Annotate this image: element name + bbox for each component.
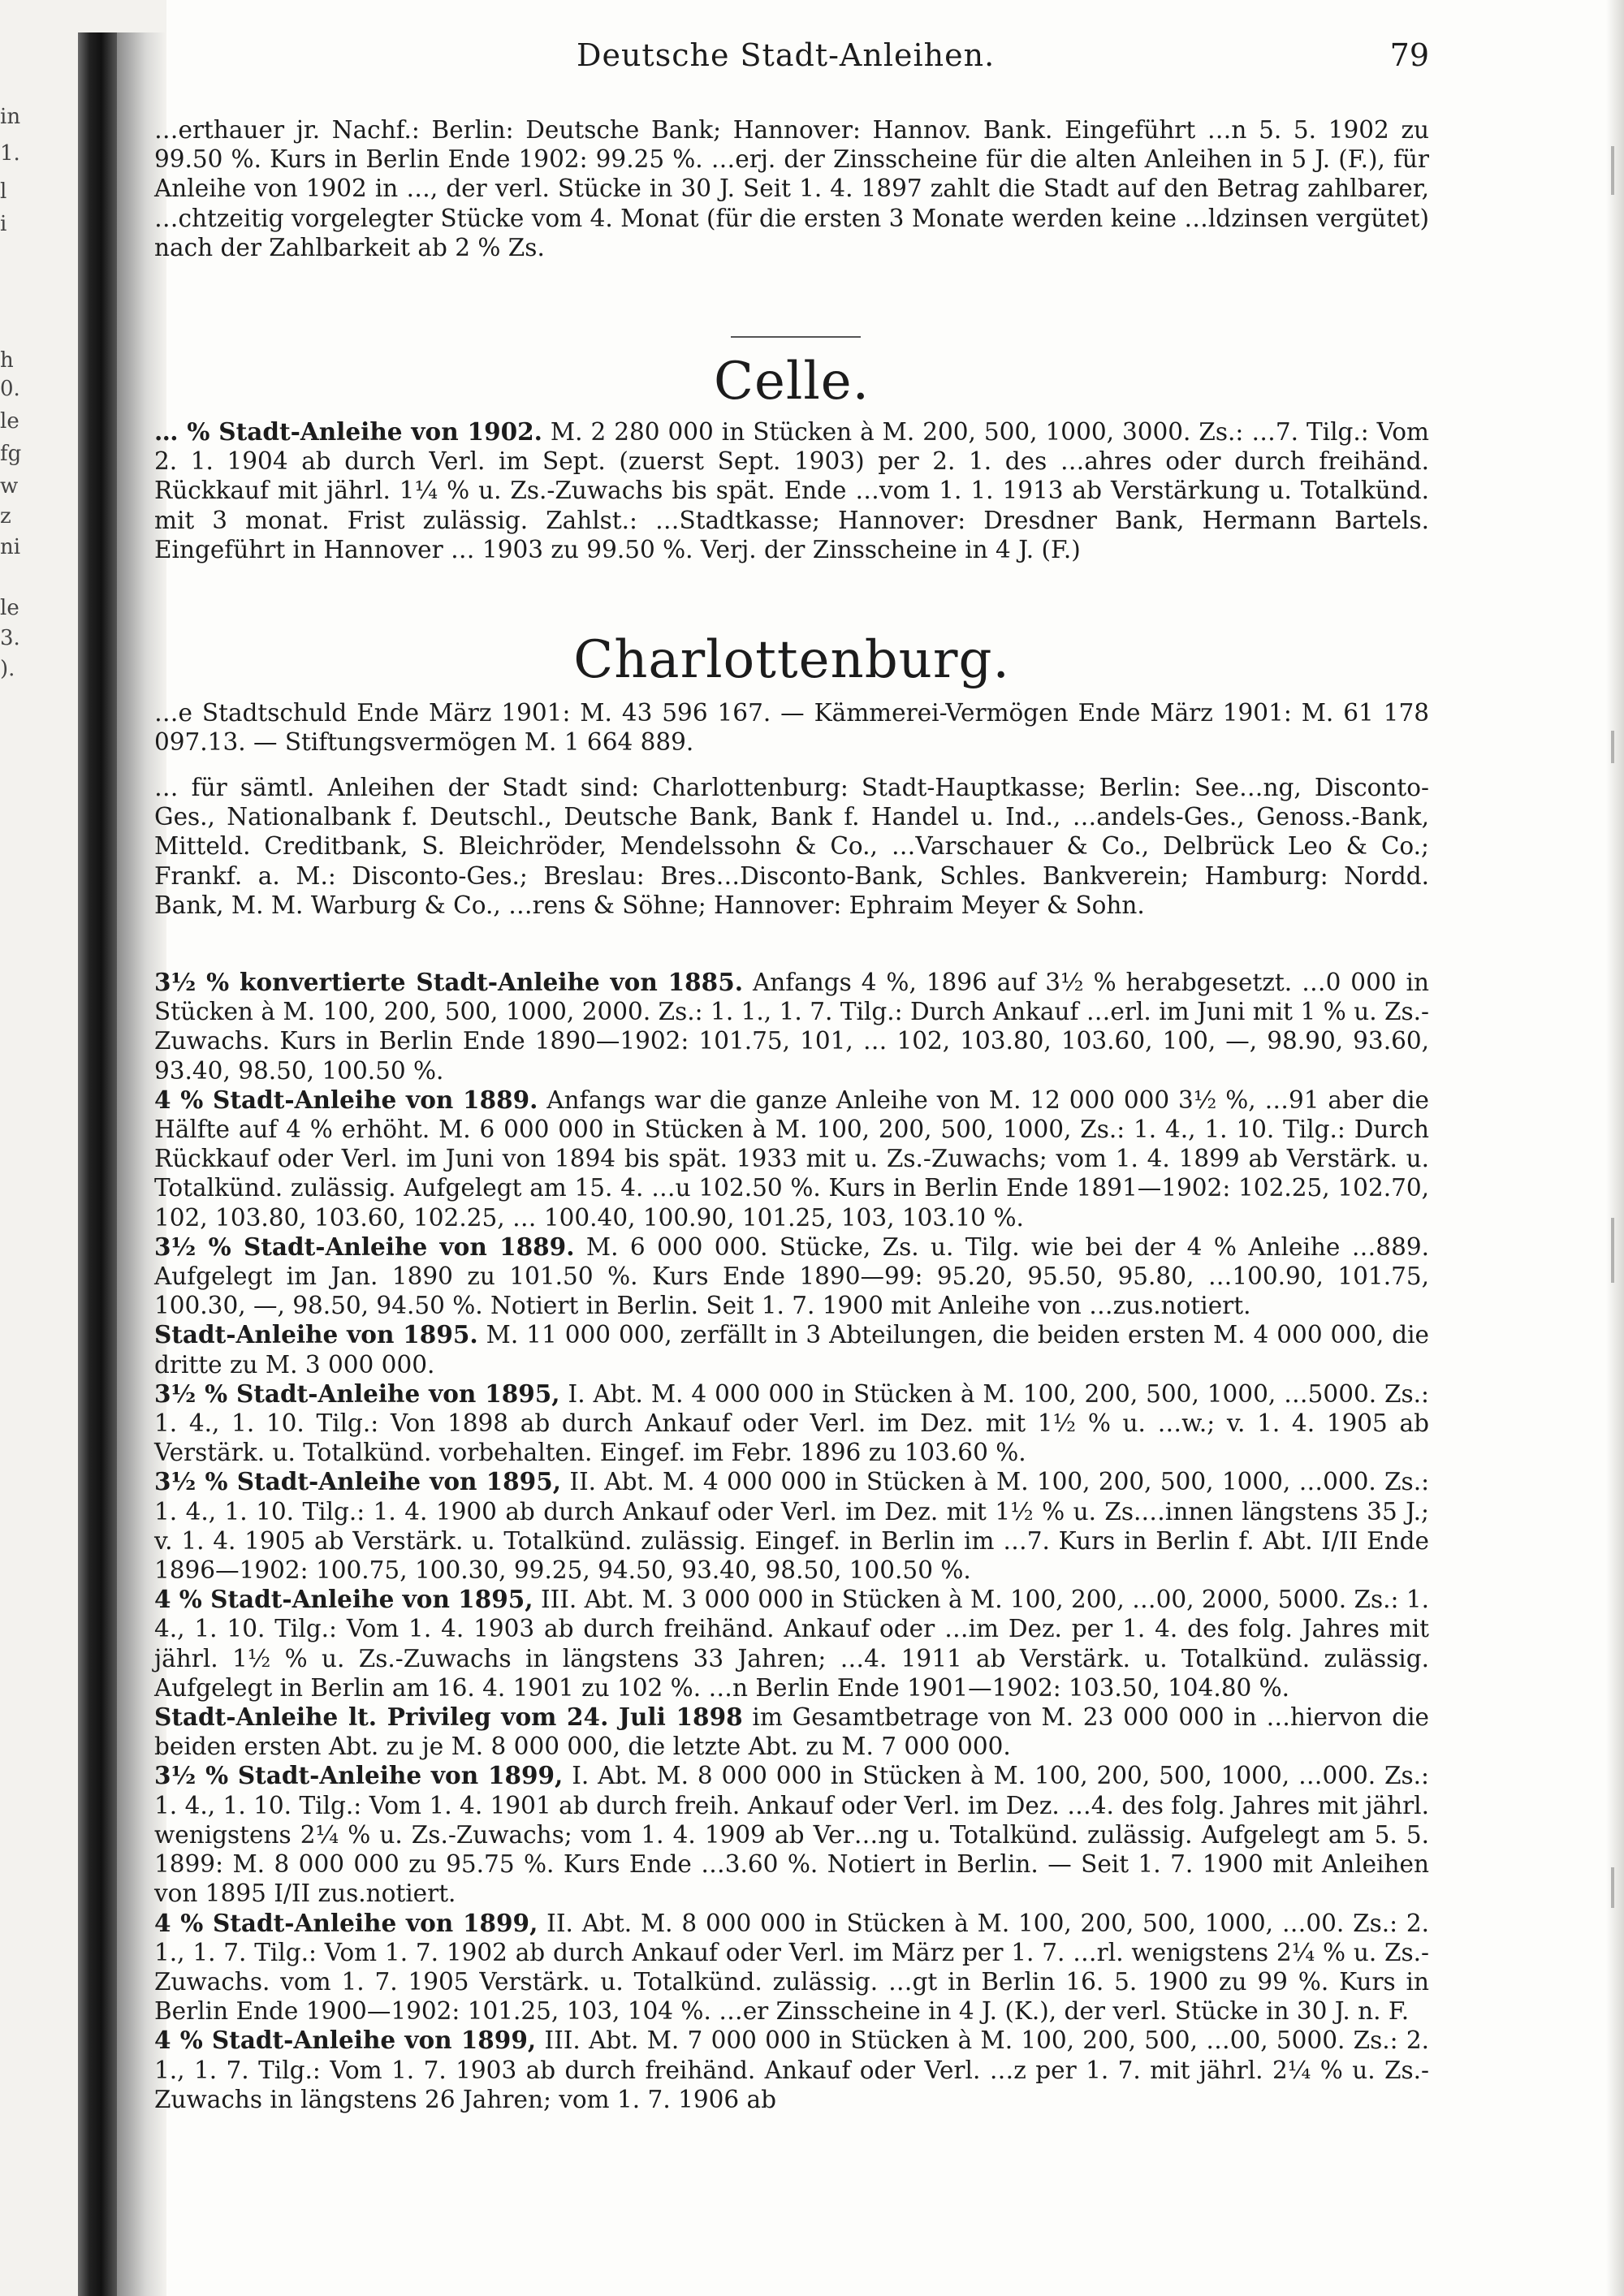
loan-text: III. Abt. M. 3 000 000 in Stücken à M. 100, 200, …00, 2000, 5000. Zs.: 1. 4., 1. 10. Tilg.: Vom 1. 4. 1903 ab durch freihänd. Ankauf oder …im Dez. per 1. 4. des folg. Jahres mit jährl. 1½ % u. Zs.-Zuwachs in längstens 33 Jahren; …4. 1911 ab Verstärk. u. Totalkünd. zulässig. Aufgelegt in Berlin am 16. 4. 1901 zu 102 %. …n Berlin Ende 1901—1902: 103.50, 104.80 %. — [154, 1586, 1430, 1702]
loan-text: im Gesamtbetrage von M. 23 000 000 in …hiervon die beiden ersten Abt. zu je M. 8 000 000, die letzte Abt. zu M. 7 000 000. — [154, 1703, 1429, 1761]
running-header — [154, 37, 1429, 78]
gutter-fragment: z — [0, 504, 11, 529]
loan-heading: 4 % Stadt-Anleihe von 1889. — [154, 1085, 538, 1114]
celle-loan-paragraph — [154, 417, 1429, 564]
gutter-fragment: in — [0, 105, 21, 129]
loan-list — [154, 968, 1429, 2114]
loan-entry — [154, 1085, 1429, 1232]
loan-text: I. Abt. M. 4 000 000 in Stücken à M. 100, 200, 500, 1000, …5000. Zs.: 1. 4., 1. 10. Tilg.: Von 1898 ab durch Ankauf oder Verl. im Dez. mit 1½ % u. …w.; v. 1. 4. 1905 ab Verstärk. u. Totalkünd. vorbehalten. Eingef. im Febr. 1896 zu 103.60 %. — [154, 1379, 1429, 1467]
page-number: 79 — [1389, 37, 1429, 73]
gutter-fragment: i — [0, 212, 7, 236]
loan-heading: 3½ % konvertierte Stadt-Anleihe von 1885. — [154, 968, 743, 996]
loan-text: M. 2 280 000 in Stücken à M. 200, 500, 1000, 3000. Zs.: …7. Tilg.: Vom 2. 1. 1904 ab durch Verl. im Sept. (zuerst Sept. 1903) per 2. 1. des …ahres oder durch freihänd. Rückkauf mit jährl. 1¼ % u. Zs.-Zuwachs bis spät. Ende …vom 1. 1. 1913 ab Verstärkung u. Totalkünd. mit 3 monat. Frist zulässig. Zahlst.: …Stadtkasse; Hannover: Dresdner Bank, Hermann Bartels. Eingeführt in Hannover … 1903 zu 99.50 %. Verj. der Zinsscheine in 4 J. (F.) — [154, 418, 1430, 563]
gutter-fragment: fg — [0, 442, 22, 466]
section-title-celle: Celle. — [714, 352, 870, 412]
section-title-charlottenburg: Charlottenburg. — [573, 630, 1010, 690]
loan-entry — [154, 2026, 1429, 2114]
gutter-fragment: le — [0, 409, 19, 434]
loan-entry — [154, 1761, 1429, 1908]
loan-entry — [154, 1379, 1429, 1468]
gutter-fragment: 1. — [0, 141, 20, 166]
loan-text: Anfangs 4 %, 1896 auf 3½ % herabgesetzt. …0 000 in Stücken à M. 100, 200, 500, 1000, 2000. Zs.: 1. 1., 1. 7. Tilg.: Durch Ankauf …erl. im Juni mit 1 % u. Zs.-Zuwachs. Kurs in Berlin Ende 1890—1902: 101.75, 101, … 102, 103.80, 103.60, 100, —, 98.90, 93.60, 93.40, 98.50, 100.50 %. — [154, 969, 1429, 1085]
running-title: Deutsche Stadt-Anleihen. — [577, 37, 996, 73]
loan-heading: 4 % Stadt-Anleihe von 1895, — [154, 1585, 533, 1614]
loan-heading: 3½ % Stadt-Anleihe von 1895, — [154, 1379, 560, 1408]
book-binding — [0, 0, 166, 2296]
page-right-edge — [1606, 0, 1624, 2296]
loan-text: III. Abt. M. 7 000 000 in Stücken à M. 100, 200, 500, …00, 5000. Zs.: 2. 1., 1. 7. Tilg.: Vom 1. 7. 1903 ab durch freihänd. Ankauf oder Verl. …z per 1. 7. mit jährl. 2¼ % u. Zs.-Zuwachs in längstens 26 Jahren; vom 1. 7. 1906 ab — [154, 2026, 1429, 2113]
gutter-fragment: le — [0, 596, 19, 620]
loan-entry — [154, 1232, 1429, 1321]
loan-text: I. Abt. M. 8 000 000 in Stücken à M. 100, 200, 500, 1000, …000. Zs.: 1. 4., 1. 10. Tilg.: Vom 1. 4. 1901 ab durch freih. Ankauf oder Verl. im Dez. …4. des folg. Jahres mit jährl. wenigstens 2¼ % u. Zs.-Zuwachs; vom 1. 4. 1909 ab Ver…ng u. Totalkünd. zulässig. Aufgelegt am 5. 5. 1899: M. 8 000 000 zu 95.75 %. Kurs Ende …3.60 %. Notiert in Berlin. — Seit 1. 7. 1900 mit Anleihen von 1895 I/II zus.notiert. — [154, 1762, 1429, 1908]
loan-entry — [154, 1909, 1429, 2026]
section-divider — [731, 336, 861, 338]
charlottenburg-paying-agents: … für sämtl. Anleihen der Stadt sind: Charlottenburg: Stadt-Hauptkasse; Berlin: See…ng, Disconto-Ges., Nationalbank f. Deutschl., Deutsche Bank, Bank f. Handel u. Ind., …andels-Ges., Genoss.-Bank, Mitteld. Creditbank, S. Bleichröder, Mendelssohn & Co., …Varschauer & Co., Delbrück Leo & Co.; Frankf. a. M.: Disconto-Ges.; Breslau: Bres…Disconto-Bank, Schles. Bankverein; Hamburg: Nordd. Bank, M. M. Warburg & Co., …rens & Söhne; Hannover: Ephraim Meyer & Sohn. — [154, 774, 1429, 919]
loan-heading: 3½ % Stadt-Anleihe von 1899, — [154, 1761, 564, 1790]
charlottenburg-debt-paragraph: …e Stadtschuld Ende März 1901: M. 43 596 167. — Kämmerei-Vermögen Ende März 1901: M. 61 178 097.13. — Stiftungsvermögen M. 1 664 889. — [154, 699, 1429, 757]
binding-spine — [78, 32, 117, 2296]
gutter-fragment: h — [0, 348, 14, 373]
gutter-fragment: l — [0, 179, 7, 204]
loan-text: II. Abt. M. 4 000 000 in Stücken à M. 100, 200, 500, 1000, …000. Zs.: 1. 4., 1. 10. Tilg.: 1. 4. 1900 ab durch Ankauf oder Verl. im Dez. mit 1½ % u. Zs.…innen längstens 35 J.; v. 1. 4. 1905 ab Verstärk. u. Totalkünd. zulässig. Eingef. in Berlin im …7. Kurs in Berlin f. Abt. I/II Ende 1896—1902: 100.75, 100.30, 99.25, 94.50, 93.40, 98.50, 100.50 %. — [154, 1468, 1430, 1585]
loan-text: M. 11 000 000, zerfällt in 3 Abteilungen, die beiden ersten M. 4 000 000, die dritte zu M. 3 000 000. — [154, 1321, 1429, 1379]
loan-heading: 4 % Stadt-Anleihe von 1899, — [154, 2026, 537, 2055]
loan-text: M. 6 000 000. Stücke, Zs. u. Tilg. wie bei der 4 % Anleihe …889. Aufgelegt im Jan. 1890 zu 101.50 %. Kurs Ende 1890—99: 95.20, 95.50, 95.80, …100.90, 101.75, 100.30, —, 98.50, 94.50 %. Notiert in Berlin. Seit 1. 7. 1900 mit Anleihe von …zus.notiert. — [154, 1232, 1429, 1320]
intro-paragraph: …erthauer jr. Nachf.: Berlin: Deutsche Bank; Hannover: Hannov. Bank. Eingeführt …n 5. 5. 1902 zu 99.50 %. Kurs in Berlin Ende 1902: 99.25 %. …erj. der Zinsscheine für die alten Anleihen in 5 J. (F.), für Anleihe von 1902 in …, der verl. Stücke in 30 J. Seit 1. 4. 1897 zahlt die Stadt auf den Betrag zahlbarer, …chtzeitig vorgelegter Stücke vom 4. Monat (für die ersten 3 Monate werden keine …ldzinsen vergütet) nach der Zahlbarkeit ab 2 % Zs. — [154, 116, 1429, 261]
loan-heading: 4 % Stadt-Anleihe von 1899, — [154, 1908, 538, 1937]
gutter-fragment: 0. — [0, 377, 20, 401]
loan-text: II. Abt. M. 8 000 000 in Stücken à M. 100, 200, 500, 1000, …00. Zs.: 2. 1., 1. 7. Tilg.: Vom 1. 7. 1902 ab durch Ankauf oder Verl. im März per 1. 7. …rl. wenigstens 2¼ % u. Zs.-Zuwachs. vom 1. 7. 1905 Verstärk. u. Totalkünd. zulässig. …gt in Berlin 16. 5. 1900 zu 99 %. Kurs in Berlin Ende 1900—1902: 101.25, 103, 104 %. …er Zinsscheine in 4 J. (K.), der verl. Stücke in 30 J. n. F. — [154, 1909, 1429, 2026]
loan-entry — [154, 968, 1429, 1085]
loan-entry — [154, 1585, 1429, 1703]
loan-heading: 3½ % Stadt-Anleihe von 1889. — [154, 1232, 575, 1261]
loan-heading: … % Stadt-Anleihe von 1902. — [154, 417, 542, 446]
loan-entry — [154, 1467, 1429, 1585]
loan-heading: 3½ % Stadt-Anleihe von 1895, — [154, 1467, 562, 1496]
loan-heading: Stadt-Anleihe von 1895. — [154, 1320, 478, 1349]
gutter-fragment: ). — [0, 657, 15, 681]
loan-entry — [154, 1703, 1429, 1761]
gutter-fragment: ni — [0, 535, 21, 559]
loan-entry — [154, 1320, 1429, 1379]
gutter-fragment: 3. — [0, 626, 20, 650]
gutter-fragment: w — [0, 474, 19, 498]
loan-text: Anfangs war die ganze Anleihe von M. 12 000 000 3½ %, …91 aber die Hälfte auf 4 % erhöht. M. 6 000 000 in Stücken à M. 100, 200, 500, 1000, Zs.: 1. 4., 1. 10. Tilg.: Durch Rückkauf oder Verl. im Juni von 1894 bis spät. 1933 mit u. Zs.-Zuwachs; vom 1. 4. 1899 ab Verstärk. u. Totalkünd. zulässig. Aufgelegt am 15. 4. …u 102.50 %. Kurs in Berlin Ende 1891—1902: 102.25, 102.70, 102, 103.80, 103.60, 102.25, … 100.40, 100.90, 101.25, 103, 103.10 %. — [154, 1085, 1429, 1232]
loan-heading: Stadt-Anleihe lt. Privileg vom 24. Juli 1898 — [154, 1703, 743, 1732]
